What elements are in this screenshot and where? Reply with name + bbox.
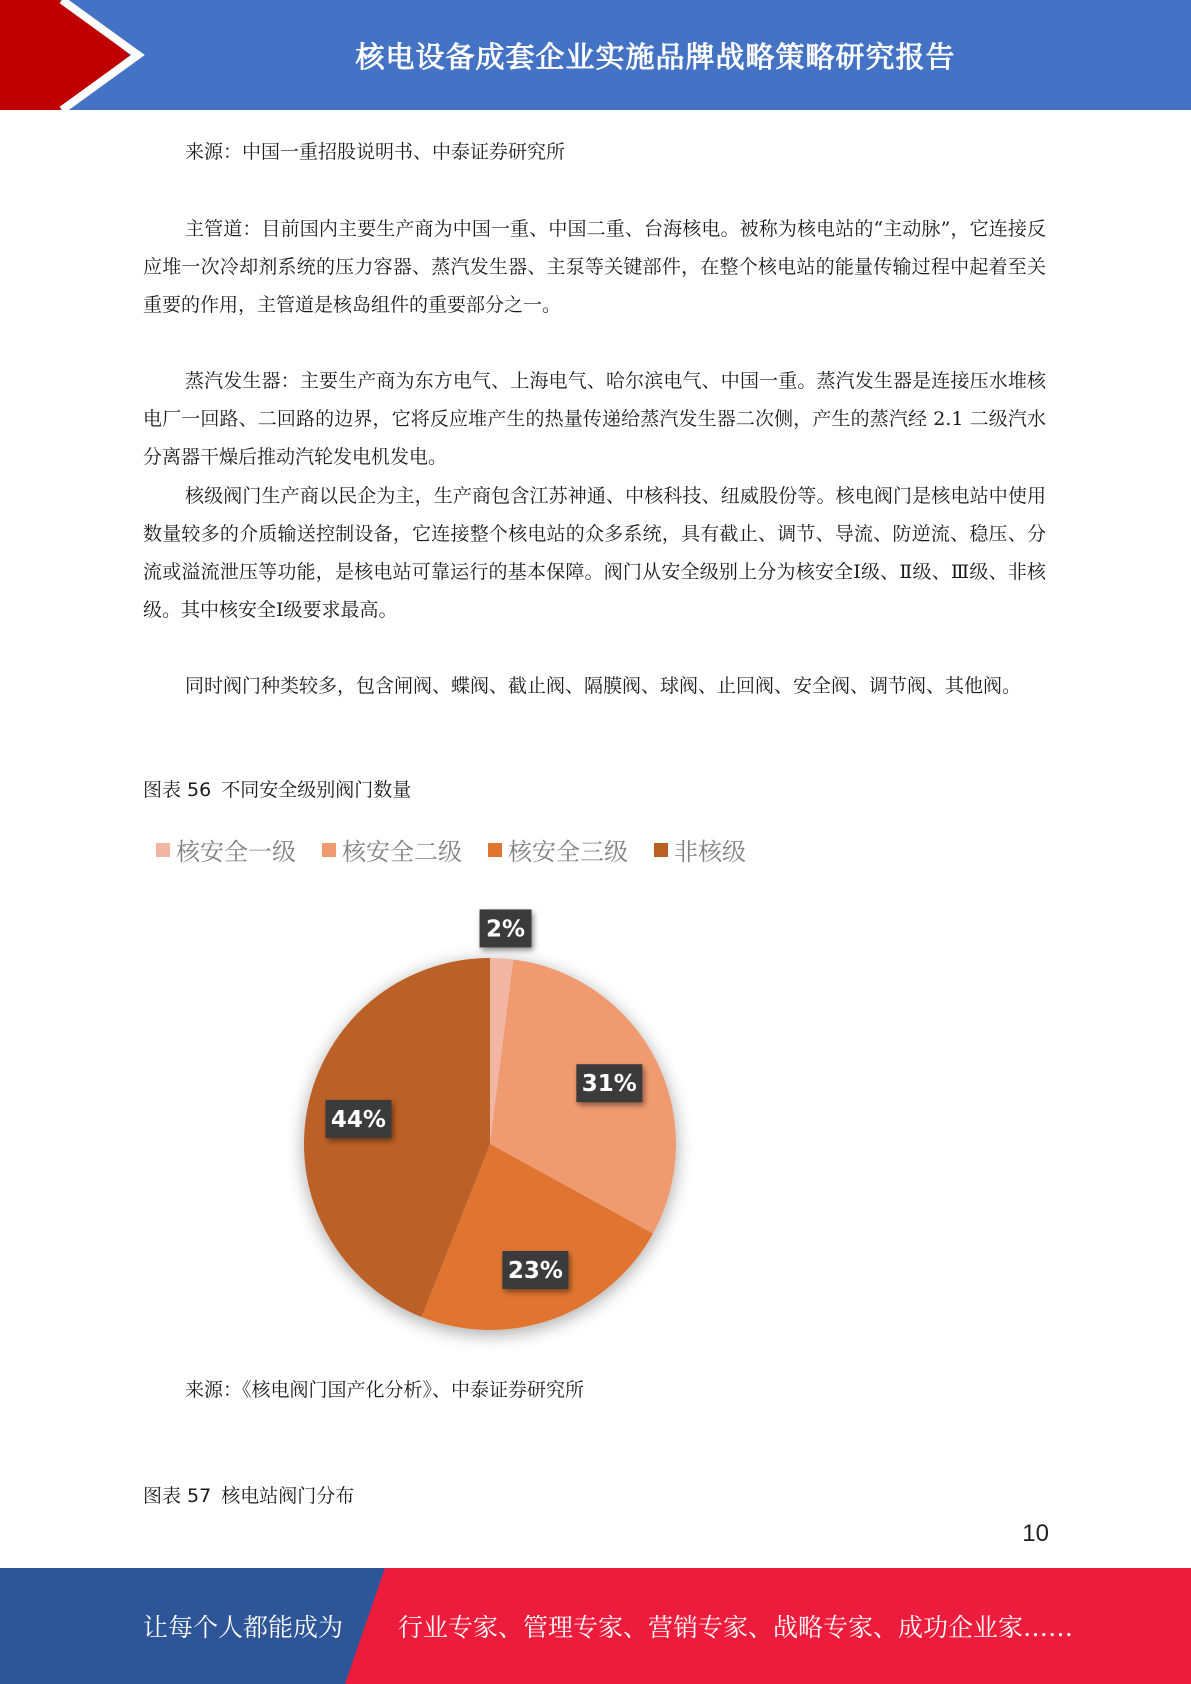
paragraph-steam-generator: 蒸汽发生器：主要生产商为东方电气、上海电气、哈尔滨电气、中国一重。蒸汽发生器是连接压水堆核电厂一回路、二回路的边界，它将反应堆产生的热量传递给蒸汽发生器二次侧，产生的蒸汽经 2.1 二级汽水分离器干燥后推动汽轮发电机发电。 (143, 370, 1046, 468)
legend-label: 核安全三级 (508, 838, 628, 866)
data-label-text: 2% (486, 916, 526, 943)
paragraph-nuclear-valves: 核级阀门生产商以民企为主，生产商包含江苏神通、中核科技、纽威股份等。核电阀门是核电站中使用数量较多的介质输送控制设备，它连接整个核电站的众多系统，具有截止、调节、导流、防逆流、稳压、分流或溢流泄压等功能，是核电站可靠运行的基本保障。阀门从安全级别上分为核安全Ⅰ级、Ⅱ级、Ⅲ级、非核级。其中核安全Ⅰ级要求最高。 (143, 485, 1046, 621)
data-label (502, 1251, 568, 1289)
page-footer (0, 1568, 1191, 1684)
header-title: 核电设备成套企业实施品牌战略策略研究报告 (355, 39, 956, 74)
legend-swatch (654, 843, 668, 857)
legend-swatch (488, 843, 502, 857)
data-label (480, 909, 532, 947)
legend-label: 核安全一级 (176, 838, 296, 866)
data-label (325, 1100, 391, 1138)
data-label-text: 23% (507, 1258, 563, 1285)
figure-57-caption (143, 1481, 354, 1511)
figure-57-number: 57 (187, 1485, 212, 1507)
data-label-text: 44% (330, 1106, 386, 1133)
chart-legend (156, 832, 746, 867)
figure-57-title: 核电站阀门分布 (221, 1485, 355, 1507)
header-arrow-decoration (0, 0, 160, 110)
figure-56-title: 不同安全级别阀门数量 (221, 779, 412, 801)
legend-label: 非核级 (674, 838, 746, 866)
legend-item (156, 832, 296, 867)
legend-label: 核安全二级 (342, 838, 462, 866)
page-header (0, 0, 1191, 110)
pie-chart-svg (140, 890, 900, 1370)
data-label (576, 1064, 642, 1102)
footer-slogan-right: 行业专家、管理专家、营销专家、战略专家、成功企业家…… (398, 1613, 1074, 1642)
source-note-2: 来源：《核电阀门国产化分析》、中泰证券研究所 (185, 1379, 585, 1401)
source-note-1: 来源：中国一重招股说明书、中泰证券研究所 (185, 141, 566, 163)
legend-swatch (322, 843, 336, 857)
figure-56-caption (143, 775, 411, 805)
figure-57-label: 图表 (143, 1485, 182, 1507)
legend-item (488, 832, 628, 867)
paragraph-main-pipeline: 主管道：目前国内主要生产商为中国一重、中国二重、台海核电。被称为核电站的“主动脉”，它连接反应堆一次冷却剂系统的压力容器、蒸汽发生器、主泵等关键部件，在整个核电站的能量传输过程中起着至关重要的作用，主管道是核岛组件的重要部分之一。 (143, 218, 1046, 316)
legend-item (322, 832, 462, 867)
footer-slogan-left: 让每个人都能成为 (143, 1613, 344, 1642)
data-label-text: 31% (581, 1071, 637, 1098)
figure-56-label: 图表 (143, 779, 182, 801)
figure-56-number: 56 (187, 779, 212, 801)
paragraph-valve-types: 同时阀门种类较多，包含闸阀、蝶阀、截止阀、隔膜阀、球阀、止回阀、安全阀、调节阀、其他阀。 (185, 675, 1022, 697)
legend-item (654, 832, 746, 867)
page-number: 10 (1022, 1520, 1049, 1547)
pie-chart (140, 830, 900, 1370)
legend-swatch (156, 843, 170, 857)
